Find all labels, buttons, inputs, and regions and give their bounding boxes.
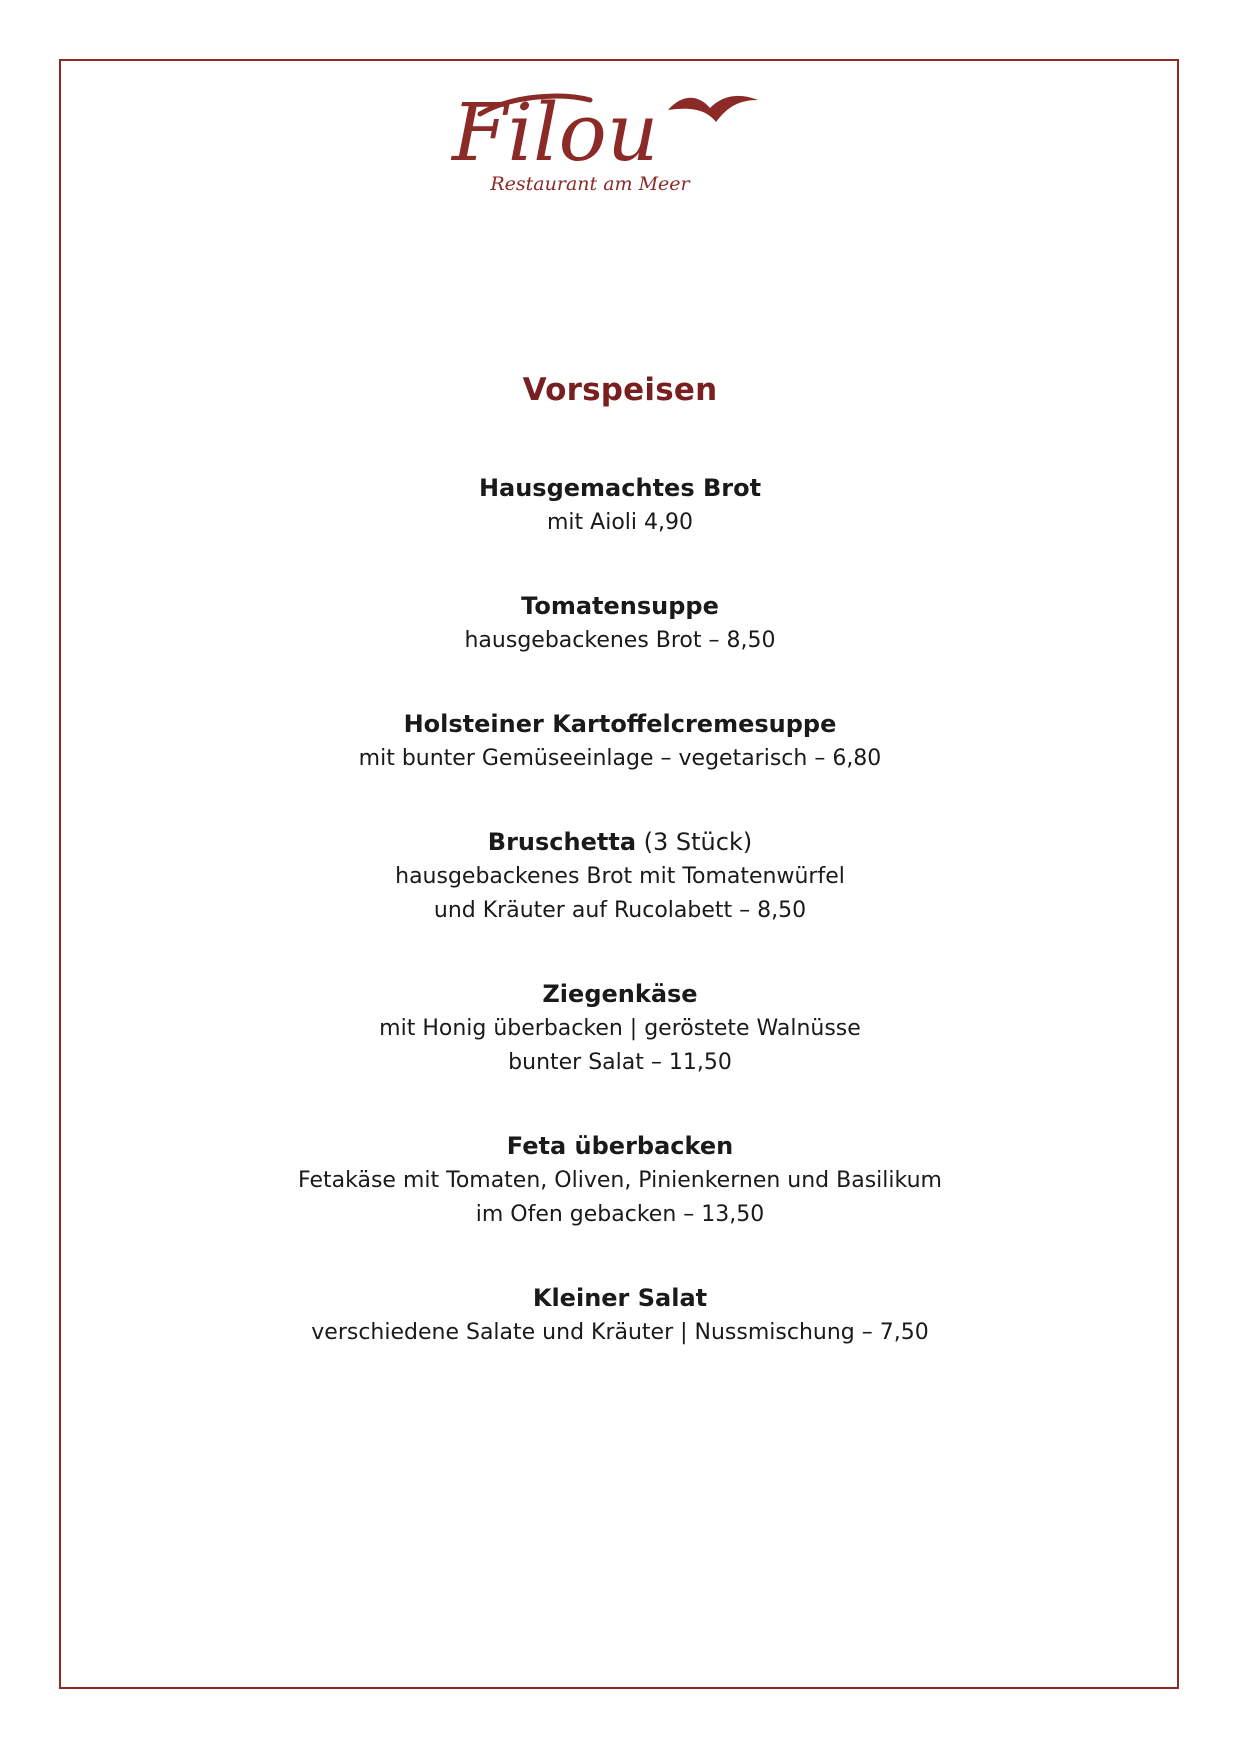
- dish-name: [0, 706, 1240, 742]
- logo-wordmark: Filou: [452, 86, 659, 179]
- dish-title: Feta überbacken: [506, 1132, 734, 1160]
- dish-name: [0, 976, 1240, 1012]
- dish-name: [0, 1280, 1240, 1316]
- dish-name: [0, 824, 1240, 860]
- dish-title: Holsteiner Kartoffelcremesuppe: [403, 710, 837, 738]
- dish-name: [0, 588, 1240, 624]
- logo-tagline: Restaurant am Meer: [490, 173, 690, 195]
- dish-description: und Kräuter auf Rucolabett – 8,50: [433, 898, 807, 923]
- dish-description: mit bunter Gemüseeinlage – vegetarisch – 6,80: [358, 746, 882, 771]
- menu-item: [0, 470, 1240, 540]
- dish-title: Kleiner Salat: [532, 1284, 708, 1312]
- dish-quantity: (3 Stück): [636, 828, 753, 856]
- menu-item: [0, 1280, 1240, 1350]
- menu-item: [0, 588, 1240, 658]
- menu-item: [0, 706, 1240, 776]
- dish-description: hausgebackenes Brot – 8,50: [464, 628, 776, 653]
- dish-description: bunter Salat – 11,50: [508, 1050, 732, 1075]
- restaurant-logo: [0, 0, 1240, 230]
- menu-item: [0, 1128, 1240, 1232]
- dish-title: Ziegenkäse: [542, 980, 698, 1008]
- dish-description: hausgebackenes Brot mit Tomatenwürfel: [395, 864, 845, 889]
- dish-name: [0, 470, 1240, 506]
- dish-title: Hausgemachtes Brot: [478, 474, 762, 502]
- filou-logo-mark: [440, 78, 800, 208]
- dish-description: mit Honig überbacken | geröstete Walnüsse: [379, 1016, 861, 1041]
- dish-title: Tomatensuppe: [521, 592, 719, 620]
- menu-list: [0, 470, 1240, 1398]
- section-title: Vorspeisen: [522, 372, 718, 408]
- seagull-icon: [668, 96, 758, 122]
- dish-description: verschiedene Salate und Kräuter | Nussmischung – 7,50: [311, 1320, 929, 1345]
- dish-description: mit Aioli 4,90: [547, 510, 693, 535]
- dish-description: im Ofen gebacken – 13,50: [475, 1202, 765, 1227]
- menu-item: [0, 824, 1240, 928]
- dish-title: Bruschetta: [487, 828, 637, 856]
- dish-description: Fetakäse mit Tomaten, Oliven, Pinienkernen und Basilikum: [298, 1168, 942, 1193]
- dish-name: [0, 1128, 1240, 1164]
- menu-item: [0, 976, 1240, 1080]
